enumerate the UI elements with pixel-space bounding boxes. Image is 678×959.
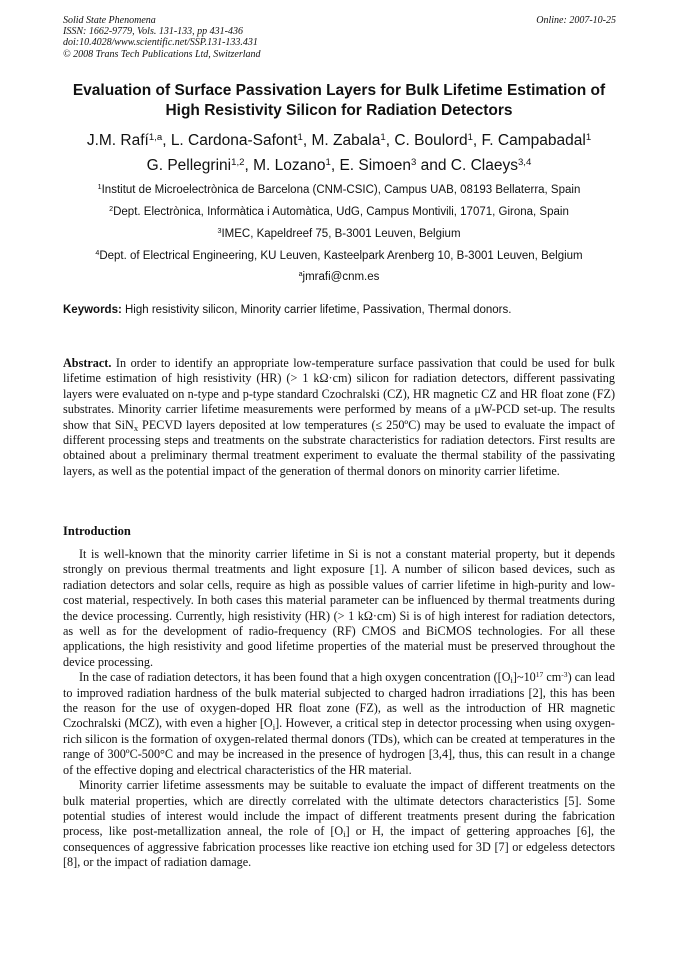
- online-date: Online: 2007-10-25: [536, 15, 616, 26]
- authors-line-1: [40, 131, 638, 151]
- title-line-1: Evaluation of Surface Passivation Layers for Bulk Lifetime Estimation of: [72, 82, 606, 99]
- author: M. Zabala$^1$,: [311, 131, 395, 149]
- paragraph: It is well-known that the minority carrier lifetime in Si is not a constant material property, but it depends strongly on previous thermal treatments and light exposure [1]. A number of silicon based devices, such as radiation detectors and solar cells, require as high as possible values of carrier lifetime in high-purity and low-cost material, respectively. In both cases this material parameter can be influenced by thermal treatments during the device processing. Currently, high resistivity (HR) (> 1 kΩ·cm) Si is of high interest for radiation detectors, as well as for the development of radio-frequency (RF) CMOS and BiCMOS technologies. For all these applications, the high resistivity and good lifetime properties of the material must be preserved throughout the device processing.: [63, 547, 615, 669]
- author: M. Lozano$^1$,: [253, 156, 340, 174]
- keywords-label: Keywords:: [63, 304, 122, 316]
- author: F. Campabadal$^1$: [481, 131, 592, 149]
- paragraph: Minority carrier lifetime assessments may be suitable to evaluate the impact of different treatments on the bulk material properties, which are directly correlated with the ultimate detectors characteristics [5]. Some potential studies of interest would include the impact of different treatments present during the fabrication process, like post-metallization anneal, the role of $[O_i]$ or H, the impact of gettering approaches [6], the consequences of aggressive fabrication processes like reactive ion etching used for 3D [7] or edgeless detectors [8], or the impact of radiation damage.: [63, 778, 615, 870]
- keywords-text: High resistivity silicon, Minority carrier lifetime, Passivation, Thermal donors.: [121, 304, 512, 316]
- author-email: $^a$jmrafi@cnm.es: [298, 270, 380, 283]
- affiliation-1: $^1$Institut de Microelectrònica de Barcelona (CNM-CSIC), Campus UAB, 08193 Bellaterra, Spain: [97, 183, 581, 196]
- affiliation-4: $^4$Dept. of Electrical Engineering, KU Leuven, Kasteelpark Arenberg 10, B-3001 Leuven, Belgium: [95, 249, 583, 262]
- abstract: Abstract. In order to identify an appropriate low-temperature surface passivation that could be used for bulk lifetime estimation of high resistivity (HR) (> 1 kΩ·cm) silicon for radiation detectors, different passivating layers were evaluated on n-type and p-type standard Czochralski (CZ), HR magnetic CZ and HR float zone (FZ) substrates. Minority carrier lifetime measurements were performed by means of a μW-PCD set-up. The results show that SiN$_x$ PECVD layers deposited at low temperatures (≤ 250ºC) may be used to evaluate the impact of different processing steps and treatments on the substrate characteristics for radiation detectors. First results are obtained about a preliminary thermal treatment experiment to evaluate the thermal stability of the passivating layers, as well as the potential impact of the generation of thermal donors on minority carrier lifetime.: [63, 356, 615, 478]
- introduction-body: [63, 547, 615, 871]
- journal-copyright: © 2008 Trans Tech Publications Ltd, Switzerland: [63, 48, 261, 60]
- author: E. Simoen$^3$ and: [339, 156, 451, 174]
- author: J.M. Rafí$^{1,a}$,: [86, 131, 171, 149]
- journal-doi: doi:10.4028/www.scientific.net/SSP.131-133.431: [63, 37, 258, 49]
- paragraph: In the case of radiation detectors, it has been found that a high oxygen concentration ($[O_i]\sim 10^{17}$ $cm^{-3}$) can lead to improved radiation hardness of the bulk material subjected to charged hadron irradiations [2], this has been the reason for the use of oxygen-doped HR float zone (FZ), as well as the introduction of HR magnetic Czochralski (MCZ), with even a higher $[O_i]$. However, a critical step in detector processing when using oxygen-rich silicon is the formation of oxygen-related thermal donors (TDs), which can be created at temperatures in the range of 300ºC-500°C and may be increased in the presence of hydrogen [3,4], thus, this can result in a change of the effective doping and electrical characteristics of the HR material.: [63, 670, 615, 777]
- author: G. Pellegrini$^{1,2}$,: [146, 156, 254, 174]
- journal-issn: ISSN: 1662-9779, Vols. 131-133, pp 431-436: [63, 26, 243, 38]
- author: L. Cardona-Safont$^1$,: [170, 131, 312, 149]
- author: C. Boulord$^1$,: [394, 131, 482, 149]
- journal-header: [63, 15, 616, 60]
- journal-name: Solid State Phenomena: [63, 15, 156, 26]
- section-heading-introduction: Introduction: [63, 524, 131, 538]
- affiliation-2: $^2$Dept. Electrònica, Informàtica i Automàtica, UdG, Campus Montivili, 17071, Girona, Spain: [109, 205, 569, 218]
- affiliation-3: $^3$IMEC, Kapeldreef 75, B-3001 Leuven, Belgium: [217, 227, 461, 240]
- abstract-label: Abstract.: [63, 356, 112, 370]
- paper-title: [40, 81, 638, 120]
- authors-line-2: [40, 156, 638, 176]
- keywords: [63, 303, 623, 317]
- author: C. Claeys$^{3,4}$: [450, 156, 532, 174]
- title-line-2: High Resistivity Silicon for Radiation Detectors: [165, 101, 513, 119]
